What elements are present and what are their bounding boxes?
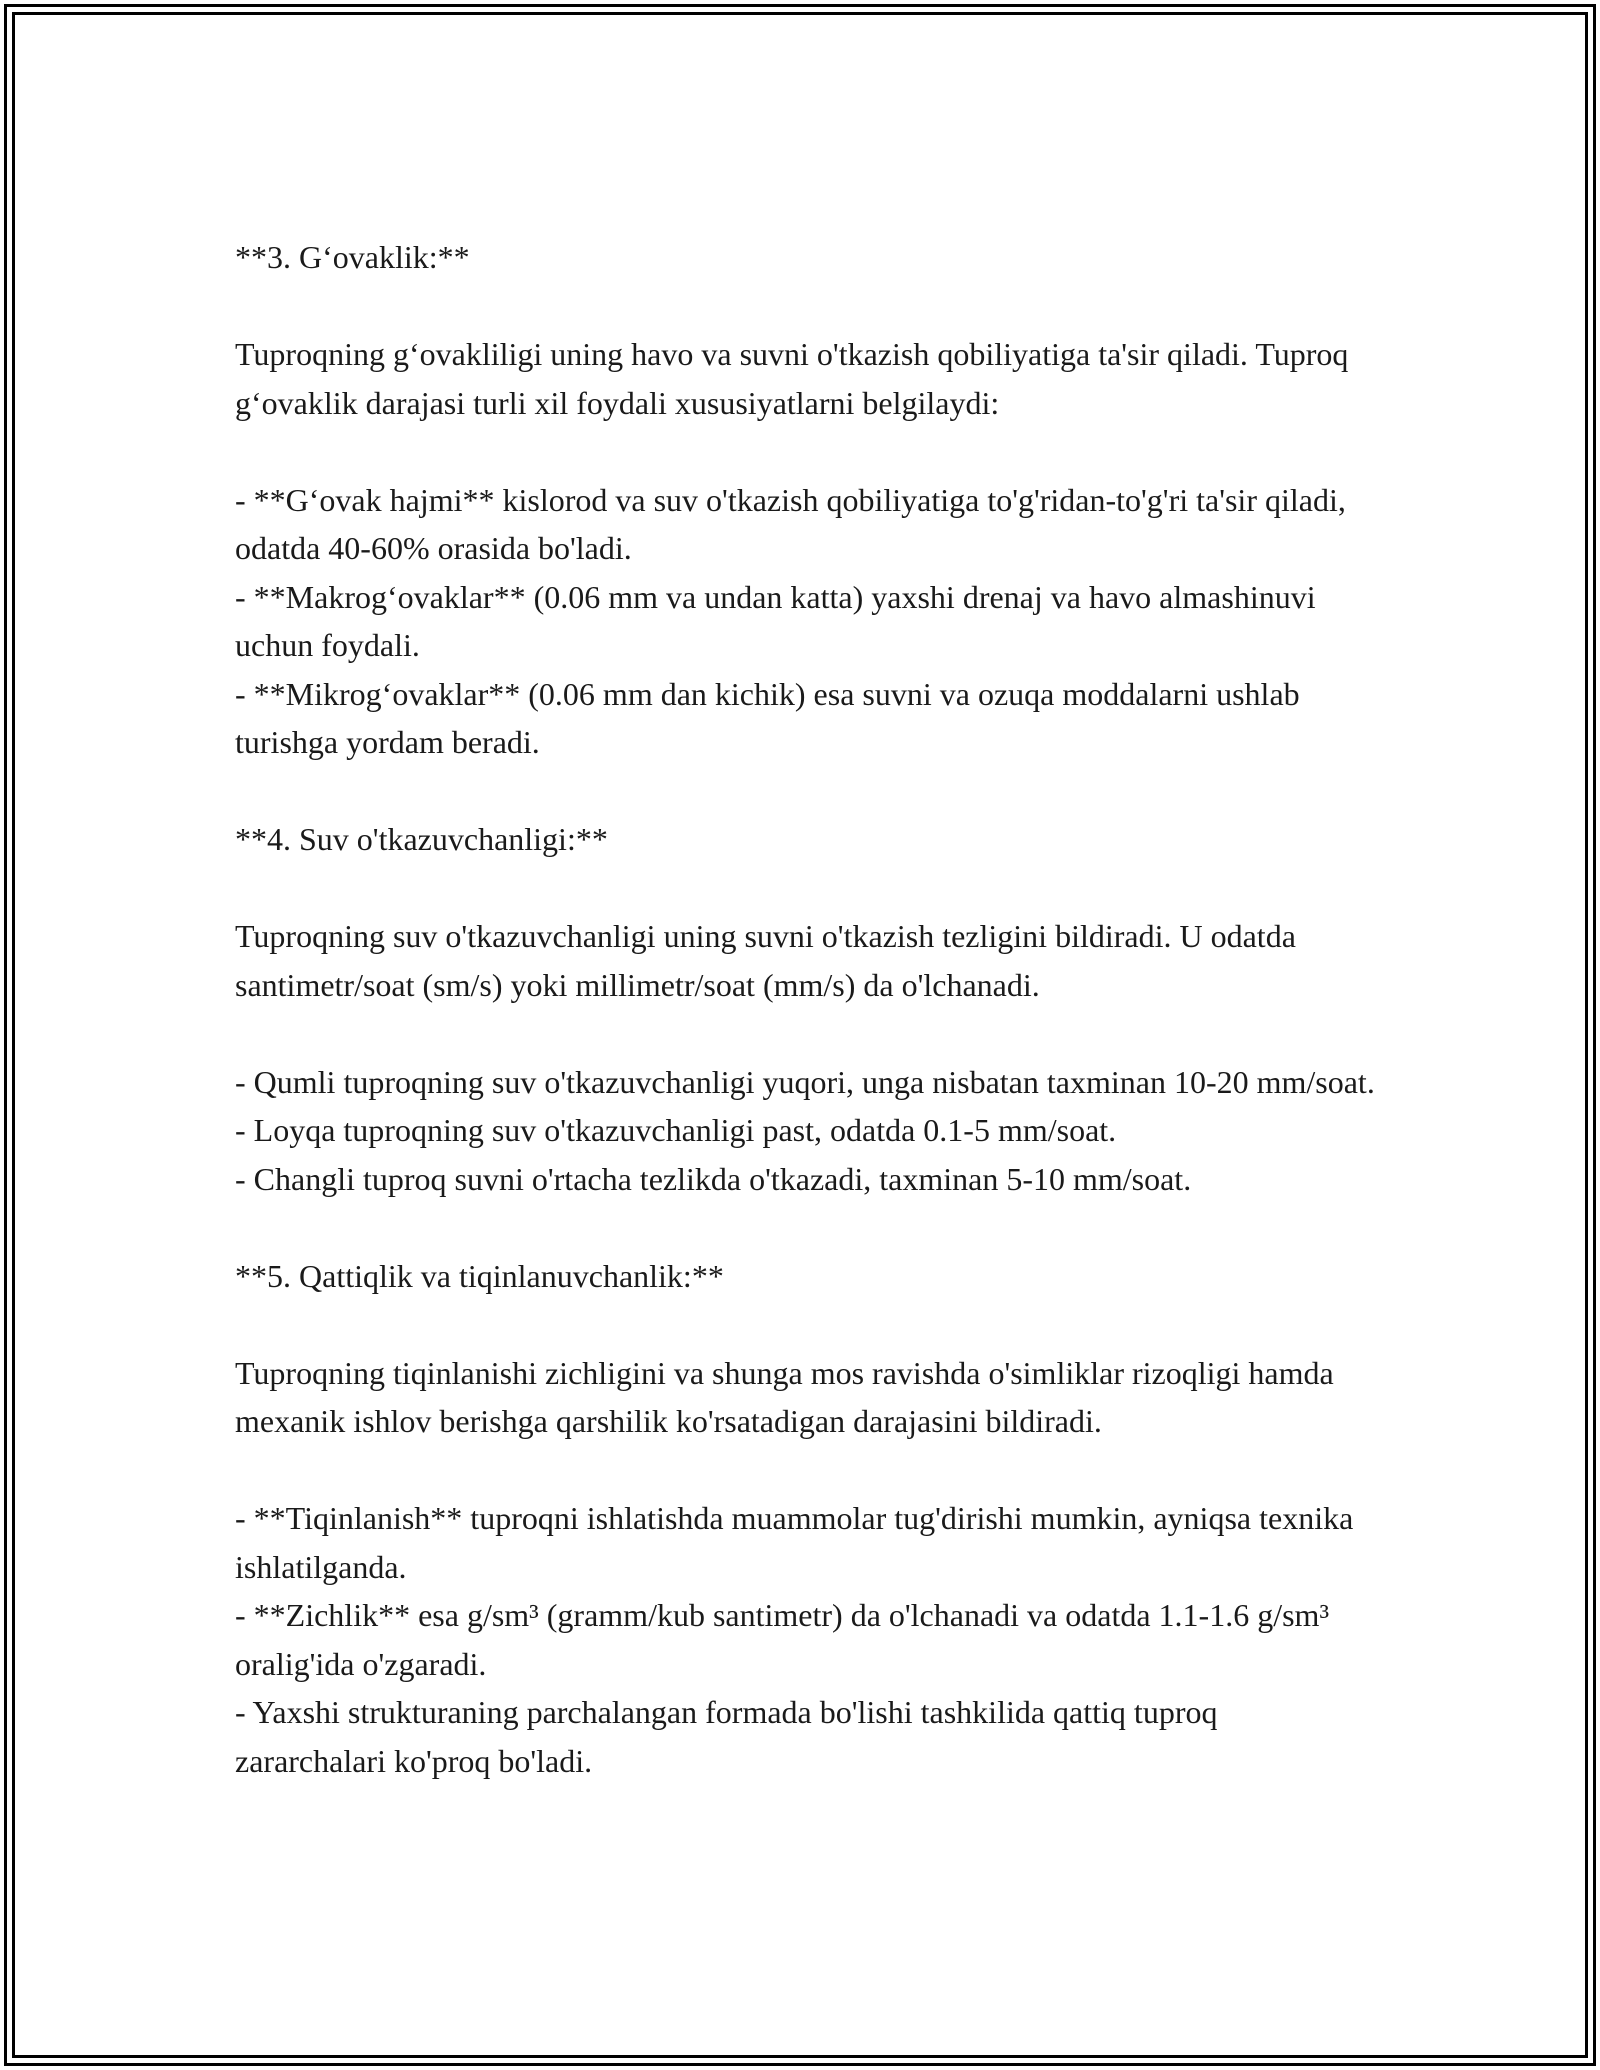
- list-item: - Yaxshi strukturaning parchalangan formada bo'lishi tashkilida qattiq tuproq zararchalari ko'proq bo'ladi.: [235, 1694, 1226, 1779]
- section-heading-porosity: **3. G‘ovaklik:**: [235, 239, 470, 275]
- list-item: - **Makrog‘ovaklar** (0.06 mm va undan katta) yaxshi drenaj va havo almashinuvi uchun foydali.: [235, 578, 1324, 663]
- list-item: - **Zichlik** esa g/sm³ (gramm/kub santimetr) da o'lchanadi va odatda 1.1-1.6 g/sm³ oralig'ida o'zgaradi.: [235, 1597, 1338, 1682]
- list-item: - Loyqa tuproqning suv o'tkazuvchanligi past, odatda 0.1-5 mm/soat.: [235, 1112, 1117, 1148]
- paragraph-permeability-intro: Tuproqning suv o'tkazuvchanligi uning suvni o'tkazish tezligini bildiradi. U odatda santimetr/soat (sm/s) yoki millimetr/soat (mm/s) da o'lchanadi.: [235, 918, 1304, 1003]
- section-heading-hardness: **5. Qattiqlik va tiqinlanuvchanlik:**: [235, 1257, 724, 1294]
- section-heading-permeability: **4. Suv o'tkazuvchanligi:**: [235, 821, 608, 857]
- list-hardness: [235, 1494, 1375, 1785]
- list-item: - **G‘ovak hajmi** kislorod va suv o'tkazish qobiliyatiga to'g'ridan-to'g'ri ta'sir qiladi, odatda 40-60% orasida bo'ladi.: [235, 481, 1354, 566]
- document-body: [235, 233, 1375, 1785]
- list-item: - **Tiqinlanish** tuproqni ishlatishda muammolar tug'dirishi mumkin, ayniqsa texnika ishlatilganda.: [235, 1500, 1362, 1585]
- list-item: - Changli tuproq suvni o'rtacha tezlikda o'tkazadi, taxminan 5-10 mm/soat.: [235, 1160, 1192, 1197]
- list-permeability: [235, 1058, 1375, 1204]
- list-item: - Qumli tuproqning suv o'tkazuvchanligi yuqori, unga nisbatan taxminan 10-20 mm/soat.: [235, 1063, 1375, 1100]
- list-porosity: [235, 476, 1375, 767]
- paragraph-porosity-intro: Tuproqning g‘ovakliligi uning havo va suvni o'tkazish qobiliyatiga ta'sir qiladi. Tuproq g‘ovaklik darajasi turli xil foydali xususiyatlarni belgilaydi:: [235, 336, 1357, 421]
- list-item: - **Mikrog‘ovaklar** (0.06 mm dan kichik) esa suvni va ozuqa moddalarni ushlab turishga yordam beradi.: [235, 675, 1308, 760]
- paragraph-hardness-intro: Tuproqning tiqinlanishi zichligini va shunga mos ravishda o'simliklar rizoqligi hamda mexanik ishlov berishga qarshilik ko'rsatadigan darajasini bildiradi.: [235, 1354, 1342, 1439]
